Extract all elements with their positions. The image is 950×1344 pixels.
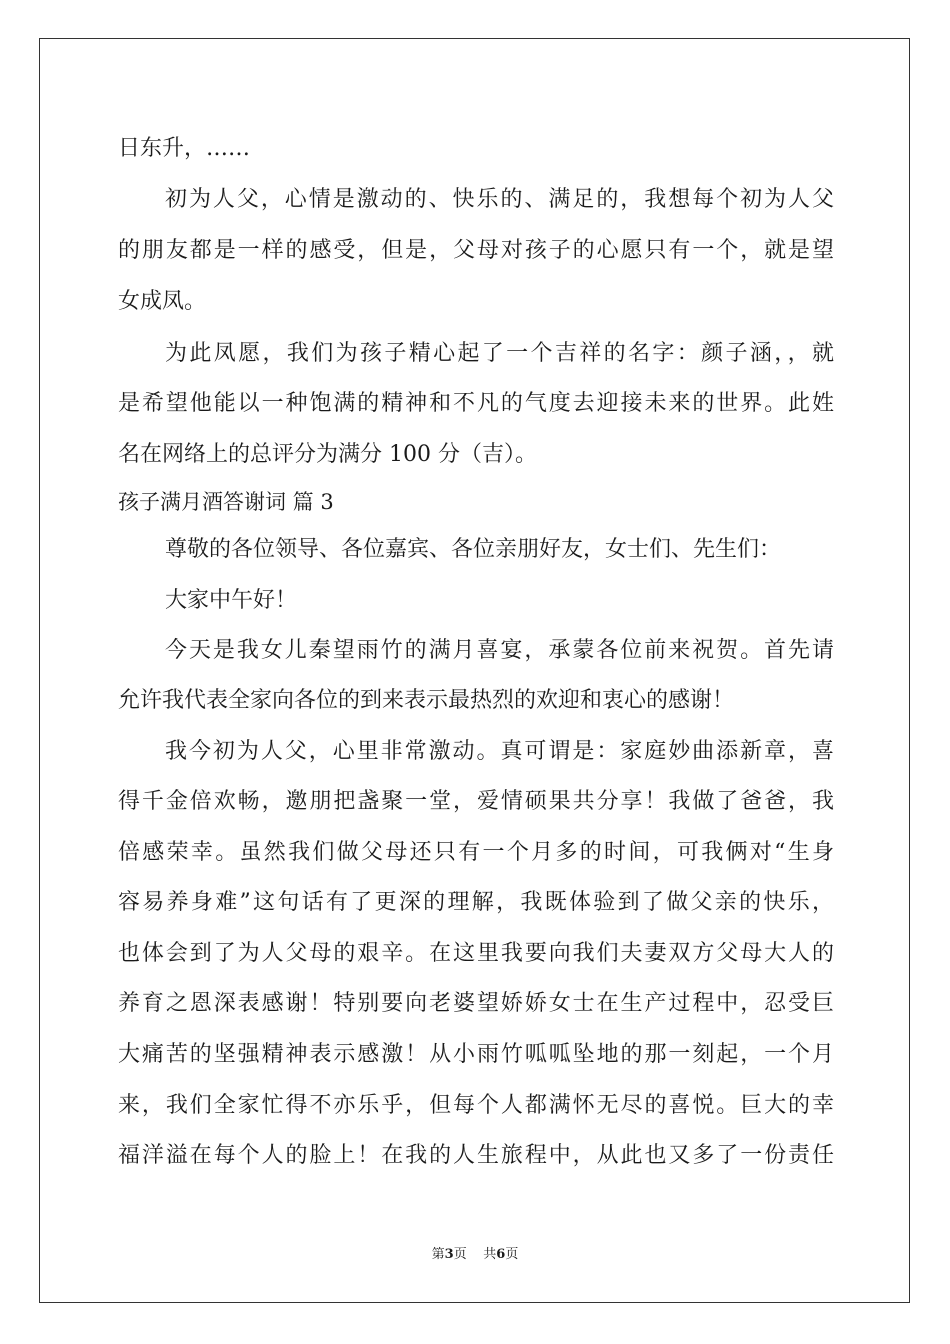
paragraph-line: 允许我代表全家向各位的到来表示最热烈的欢迎和衷心的感谢！ (118, 688, 735, 713)
paragraph-line: 倍感荣幸。虽然我们做父母还只有一个月多的时间，可我俩对“生身 (118, 840, 834, 865)
paragraph-line: 大家中午好！ (165, 588, 298, 613)
page-footer (0, 1246, 950, 1264)
page-number: 第3页 (431, 1247, 467, 1262)
paragraph-line: 女成凤。 (118, 289, 207, 314)
paragraph-line: 得千金倍欢畅，邀朋把盏聚一堂，爱情硕果共分享！我做了爸爸，我 (118, 789, 834, 814)
paragraph-line: 尊敬的各位领导、各位嘉宾、各位亲朋好友，女士们、先生们： (165, 537, 782, 562)
paragraph-line: 养育之恩深表感谢！特别要向老婆望娇娇女士在生产过程中，忍受巨 (118, 991, 834, 1016)
paragraph-line: 大痛苦的坚强精神表示感激！从小雨竹呱呱坠地的那一刻起，一个月 (118, 1042, 834, 1067)
paragraph-line: 初为人父，心情是激动的、快乐的、满足的，我想每个初为人父 (165, 187, 834, 212)
paragraph-line: 也体会到了为人父母的艰辛。在这里我要向我们夫妻双方父母大人的 (118, 941, 834, 966)
paragraph-line: 名在网络上的总评分为满分 100 分（吉）。 (118, 442, 537, 467)
paragraph-line: 的朋友都是一样的感受，但是，父母对孩子的心愿只有一个，就是望 (118, 238, 834, 263)
paragraph-line: 福洋溢在每个人的脸上！在我的人生旅程中，从此也又多了一份责任 (118, 1143, 834, 1168)
paragraph-line: 是希望他能以一种饱满的精神和不凡的气度去迎接未来的世界。此姓 (118, 391, 834, 416)
paragraph-line: 为此凤愿，我们为孩子精心起了一个吉祥的名字：颜子涵，，就 (165, 341, 834, 366)
paragraph-line: 我今初为人父，心里非常激动。真可谓是：家庭妙曲添新章，喜 (165, 739, 834, 764)
paragraph-line: 日东升，…… (118, 136, 251, 161)
paragraph-line: 今天是我女儿秦望雨竹的满月喜宴，承蒙各位前来祝贺。首先请 (165, 638, 834, 663)
section-heading: 孩子满月酒答谢词 篇 3 (118, 490, 334, 514)
page-total: 共6页 (483, 1247, 519, 1262)
paragraph-line: 容易养身难”这句话有了更深的理解，我既体验到了做父亲的快乐， (118, 890, 834, 915)
paragraph-line: 来，我们全家忙得不亦乐乎，但每个人都满怀无尽的喜悦。巨大的幸 (118, 1093, 834, 1118)
